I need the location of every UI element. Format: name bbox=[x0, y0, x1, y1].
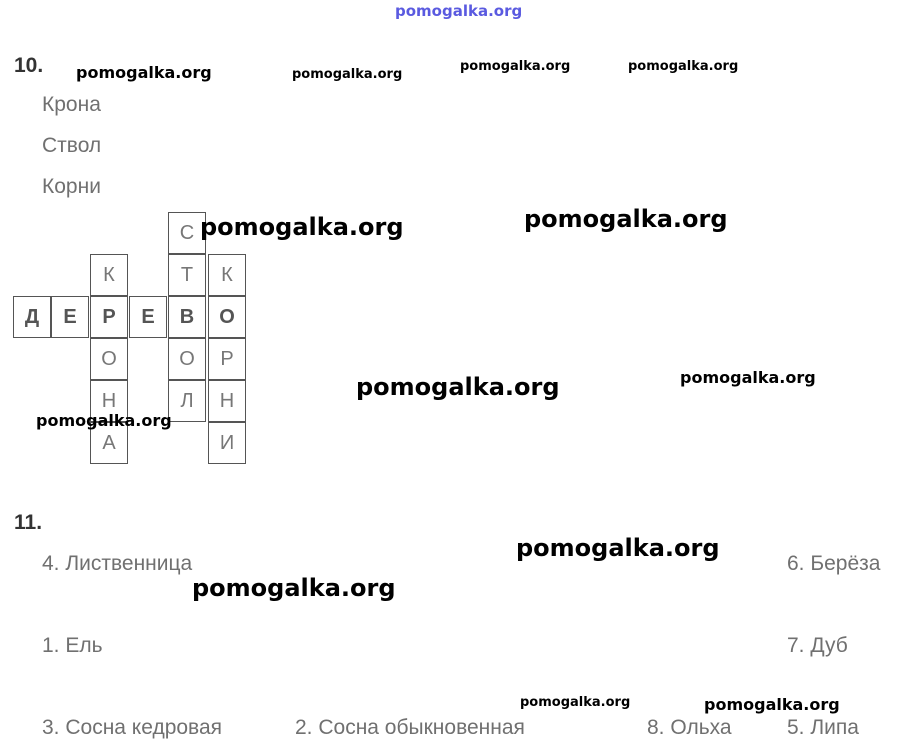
crossword-cell: Е bbox=[51, 296, 89, 338]
word-krona: Крона bbox=[42, 93, 101, 116]
crossword-cell: Е bbox=[129, 296, 167, 338]
watermark: pomogalka.org bbox=[460, 59, 571, 74]
tree-lipa: 5. Липа bbox=[787, 716, 859, 739]
crossword-cell: Н bbox=[90, 380, 128, 422]
watermark: pomogalka.org bbox=[356, 373, 560, 401]
crossword-cell: О bbox=[90, 338, 128, 380]
crossword-cell: Н bbox=[208, 380, 246, 422]
tree-el: 1. Ель bbox=[42, 634, 103, 657]
crossword-cell: К bbox=[208, 254, 246, 296]
watermark: pomogalka.org bbox=[628, 59, 739, 74]
crossword-cell: И bbox=[208, 422, 246, 464]
crossword-cell: Р bbox=[208, 338, 246, 380]
watermark: pomogalka.org bbox=[192, 574, 396, 602]
tree-sosna-kedrovaya: 3. Сосна кедровая bbox=[42, 716, 223, 739]
tree-dub: 7. Дуб bbox=[787, 634, 848, 657]
watermark: pomogalka.org bbox=[520, 695, 631, 710]
task-11-number: 11. bbox=[14, 511, 43, 534]
task-10-number: 10. bbox=[14, 54, 44, 77]
watermark: pomogalka.org bbox=[680, 368, 816, 387]
word-korni: Корни bbox=[42, 175, 101, 198]
tree-bereza: 6. Берёза bbox=[787, 552, 881, 575]
crossword-cell: А bbox=[90, 422, 128, 464]
watermark: pomogalka.org bbox=[292, 67, 403, 82]
tree-listvennitsa: 4. Лиственница bbox=[42, 552, 193, 575]
word-stvol: Ствол bbox=[42, 134, 102, 157]
tree-sosna-obyknovennaya: 2. Сосна обыкновенная bbox=[295, 716, 525, 739]
crossword-cell: Л bbox=[168, 380, 206, 422]
watermark: pomogalka.org bbox=[704, 695, 840, 714]
watermark: pomogalka.org bbox=[76, 63, 212, 82]
crossword-cell: Р bbox=[90, 296, 128, 338]
top-watermark: pomogalka.org bbox=[395, 2, 523, 20]
watermark: pomogalka.org bbox=[516, 534, 720, 562]
crossword-cell: Т bbox=[168, 254, 206, 296]
crossword-cell: С bbox=[168, 212, 206, 254]
crossword-cell: Д bbox=[13, 296, 51, 338]
crossword-cell: О bbox=[208, 296, 246, 338]
watermark: pomogalka.org bbox=[200, 213, 404, 241]
crossword-cell: О bbox=[168, 338, 206, 380]
crossword-cell: В bbox=[168, 296, 206, 338]
watermark: pomogalka.org bbox=[524, 205, 728, 233]
watermark: pomogalka.org bbox=[36, 411, 172, 430]
tree-olkha: 8. Ольха bbox=[647, 716, 732, 739]
crossword-cell: К bbox=[90, 254, 128, 296]
